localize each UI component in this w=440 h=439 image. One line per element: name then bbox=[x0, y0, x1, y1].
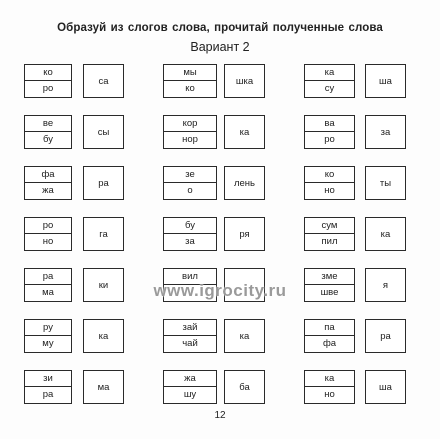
syllable-bottom: но bbox=[42, 236, 54, 247]
syllable-ending-box: ка bbox=[83, 319, 124, 353]
syllable-bottom: но bbox=[324, 185, 335, 196]
syllable-top: кор bbox=[164, 116, 216, 132]
syllable-ending-box: я bbox=[365, 268, 406, 302]
syllable-pair-box bbox=[24, 370, 72, 404]
syllable-top: зме bbox=[305, 269, 354, 285]
syllable-ending-box: ка bbox=[365, 217, 406, 251]
syllable-ending-box: ма bbox=[83, 370, 124, 404]
syllable-bottom: шу bbox=[183, 389, 197, 400]
syllable-ending-box: сы bbox=[83, 115, 124, 149]
syllable-top: фа bbox=[25, 167, 71, 183]
syllable-top: ве bbox=[25, 116, 71, 132]
syllable-ending-box: шка bbox=[224, 64, 265, 98]
syllable-ending-box: лень bbox=[224, 166, 265, 200]
syllable-ending-box: ки bbox=[83, 268, 124, 302]
syllable-pair-box bbox=[304, 370, 355, 404]
syllable-bottom: пил bbox=[321, 236, 338, 247]
syllable-top: зе bbox=[164, 167, 216, 183]
syllable-bottom bbox=[164, 285, 216, 301]
syllable-top: вил bbox=[164, 269, 216, 285]
syllable-bottom: ро bbox=[324, 134, 335, 145]
syllable-pair-box bbox=[24, 268, 72, 302]
syllable-top: зи bbox=[25, 371, 71, 387]
syllable-ending-box: ша bbox=[365, 64, 406, 98]
syllable-pair-box bbox=[24, 64, 72, 98]
syllable-pair-box bbox=[163, 268, 217, 302]
syllable-pair-box bbox=[163, 370, 217, 404]
syllable-top: па bbox=[305, 320, 354, 336]
watermark: www.igrocity.ru bbox=[153, 281, 287, 300]
syllable-ending-box: ра bbox=[83, 166, 124, 200]
syllable-top: мы bbox=[164, 65, 216, 81]
syllable-ending-box: ка bbox=[224, 115, 265, 149]
syllable-bottom: за bbox=[185, 236, 195, 247]
syllable-ending-box: ка bbox=[224, 319, 265, 353]
syllable-bottom: нор bbox=[182, 134, 198, 145]
syllable-pair-box bbox=[24, 319, 72, 353]
syllable-pair-box bbox=[304, 268, 355, 302]
syllable-pair-box bbox=[24, 217, 72, 251]
syllable-top: ва bbox=[305, 116, 354, 132]
syllable-bottom: о bbox=[187, 185, 193, 196]
syllable-ending-box bbox=[224, 268, 265, 302]
syllable-pair-box bbox=[163, 166, 217, 200]
syllable-pair-box bbox=[24, 166, 72, 200]
variant-label: Вариант 2 bbox=[190, 40, 250, 54]
syllable-top: ка bbox=[305, 371, 354, 387]
exercise-title: Образуй из слогов слова, прочитай полученные слова bbox=[57, 22, 383, 34]
syllable-ending-box: ра bbox=[365, 319, 406, 353]
page-number: 12 bbox=[214, 410, 226, 421]
syllable-ending-box: га bbox=[83, 217, 124, 251]
syllable-bottom: му bbox=[42, 338, 54, 349]
syllable-top: ро bbox=[25, 218, 71, 234]
syllable-top: ру bbox=[25, 320, 71, 336]
syllable-pair-box bbox=[163, 319, 217, 353]
syllable-ending-box: ша bbox=[365, 370, 406, 404]
syllable-top: ко bbox=[25, 65, 71, 81]
syllable-ending-box: са bbox=[83, 64, 124, 98]
syllable-pair-box bbox=[304, 166, 355, 200]
syllable-pair-box bbox=[304, 217, 355, 251]
syllable-top: ра bbox=[25, 269, 71, 285]
syllable-bottom: жа bbox=[42, 185, 54, 196]
syllable-bottom: фа bbox=[322, 338, 337, 349]
syllable-pair-box bbox=[304, 319, 355, 353]
syllable-bottom: шве bbox=[320, 287, 339, 298]
syllable-pair-box bbox=[163, 115, 217, 149]
syllable-top: ка bbox=[305, 65, 354, 81]
syllable-bottom: но bbox=[324, 389, 335, 400]
syllable-top: ко bbox=[305, 167, 354, 183]
syllable-top: сум bbox=[305, 218, 354, 234]
syllable-bottom: чай bbox=[182, 338, 198, 349]
syllable-pair-box bbox=[304, 115, 355, 149]
syllable-bottom: бу bbox=[43, 134, 53, 145]
syllable-bottom: ра bbox=[42, 389, 54, 400]
syllable-top: жа bbox=[164, 371, 216, 387]
syllable-top: бу bbox=[164, 218, 216, 234]
syllable-bottom: су bbox=[324, 83, 335, 94]
syllable-bottom: ро bbox=[42, 83, 54, 94]
syllable-top: зай bbox=[164, 320, 216, 336]
syllable-ending-box: за bbox=[365, 115, 406, 149]
syllable-pair-box bbox=[163, 64, 217, 98]
syllable-bottom: ма bbox=[42, 287, 54, 298]
syllable-ending-box: ты bbox=[365, 166, 406, 200]
syllable-pair-box bbox=[304, 64, 355, 98]
syllable-bottom: ко bbox=[185, 83, 195, 94]
syllable-pair-box bbox=[163, 217, 217, 251]
syllable-ending-box: ба bbox=[224, 370, 265, 404]
syllable-pair-box bbox=[24, 115, 72, 149]
syllable-ending-box: ря bbox=[224, 217, 265, 251]
